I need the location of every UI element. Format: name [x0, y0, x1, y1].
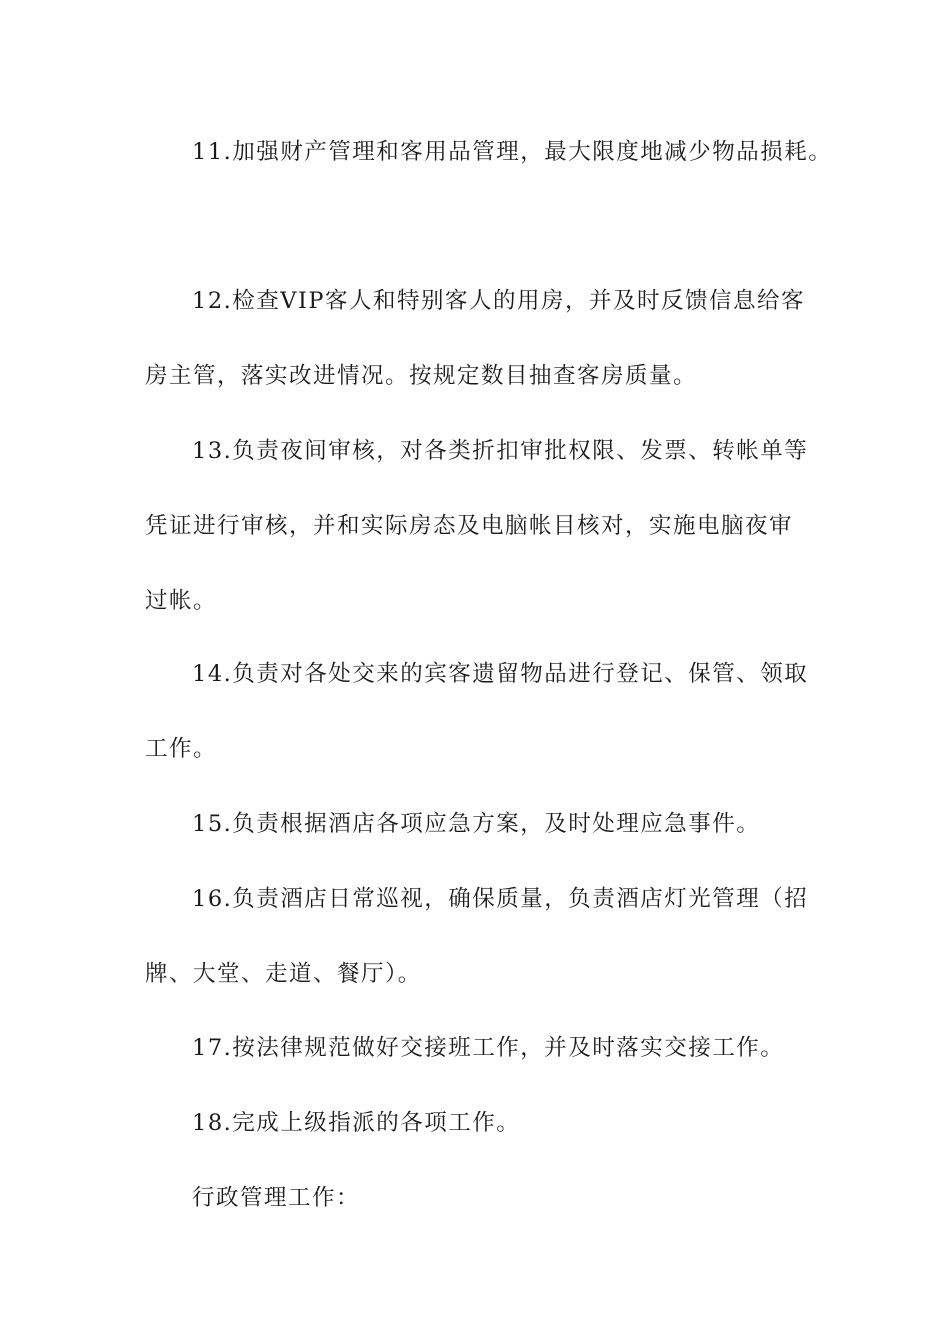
item-16-line-1: 16.负责酒店日常巡视，确保质量，负责酒店灯光管理（招 — [192, 886, 809, 912]
item-12-line-1: 12.检查VIP客人和特别客人的用房，并及时反馈信息给客 — [192, 288, 806, 314]
item-12-line-2: 房主管，落实改进情况。按规定数目抽查客房质量。 — [145, 363, 698, 389]
section-heading: 行政管理工作： — [192, 1185, 361, 1211]
item-13-line-1: 13.负责夜间审核，对各类折扣审批权限、发票、转帐单等 — [192, 438, 809, 464]
item-14-line-2: 工作。 — [145, 736, 218, 762]
item-13-line-3: 过帐。 — [145, 588, 218, 614]
item-15-line: 15.负责根据酒店各项应急方案，及时处理应急事件。 — [192, 811, 761, 837]
item-16-line-2: 牌、大堂、走道、餐厅）。 — [145, 961, 422, 987]
item-11-line: 11.加强财产管理和客用品管理，最大限度地减少物品损耗。 — [192, 139, 833, 165]
item-17-line: 17.按法律规范做好交接班工作，并及时落实交接工作。 — [192, 1035, 785, 1061]
item-18-line: 18.完成上级指派的各项工作。 — [192, 1110, 521, 1136]
item-14-line-1: 14.负责对各处交来的宾客遗留物品进行登记、保管、领取 — [192, 661, 809, 687]
item-13-line-2: 凭证进行审核，并和实际房态及电脑帐目核对，实施电脑夜审 — [145, 513, 794, 539]
